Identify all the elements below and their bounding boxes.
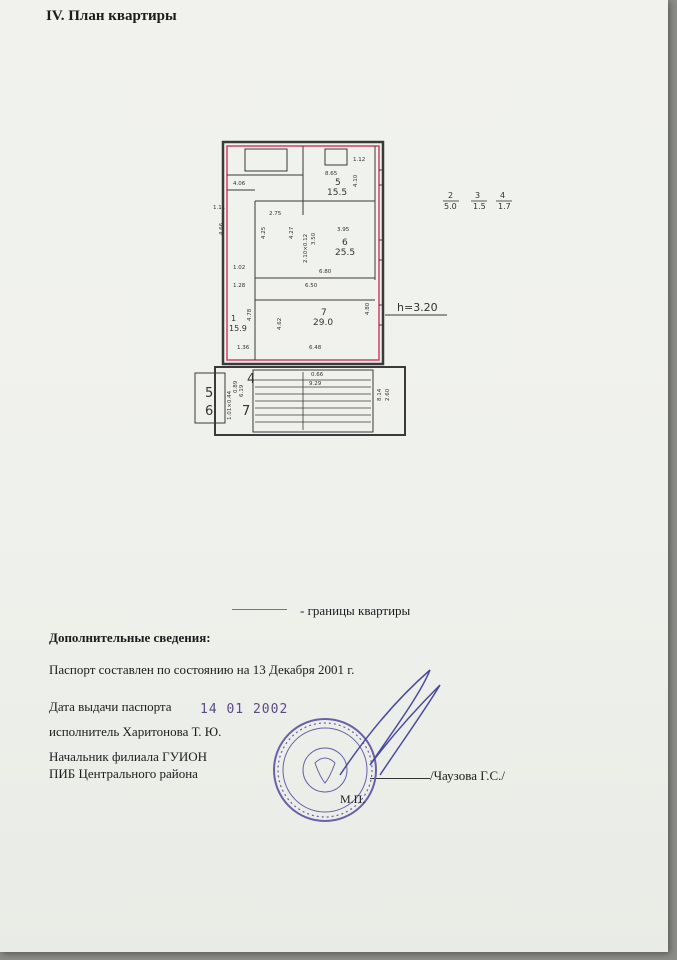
stair-label-7: 7 [242,404,251,419]
apartment-floor-plan [185,135,535,445]
stair-label-5: 5 [205,386,214,401]
dim: 4.66 [219,222,225,235]
boundary-legend-line [232,609,287,610]
dim: 6.48 [309,345,322,351]
dim: 2.60 [385,388,391,401]
chief-line-1: Начальник филиала ГУИОН [49,749,208,764]
section-title: IV. План квартиры [46,8,177,24]
dim: 6.50 [305,283,318,289]
dim: 4.80 [365,302,371,315]
dim: 8.65 [325,171,338,177]
fraction-denominator: 1.5 [473,202,486,211]
stair-label-4: 4 [247,372,256,387]
fraction-denominator: 1.7 [498,202,511,211]
dim: 1.28 [233,283,246,289]
dim: 4.27 [289,226,295,239]
dim: 4.06 [233,181,246,187]
room-6-area: 25.5 [335,248,356,258]
dim: 1.36 [237,345,250,351]
dim: 6.80 [319,269,332,275]
stair-label-6: 6 [205,404,214,419]
handwritten-signature-icon [330,665,450,805]
room-1-number: 1 [231,314,237,323]
dim: 0.66 [311,372,324,378]
dim: 4.10 [353,174,359,187]
stair-area: 9.29 [309,381,322,387]
room-1-area: 15.9 [229,324,247,333]
dim: 1.11 [213,205,226,211]
room-7-area: 29.0 [313,318,334,328]
dim: 3.50 [311,232,317,245]
dim: 4.78 [247,308,253,321]
dim: 6.19 [239,384,245,397]
fraction-numerator: 2 [448,191,454,200]
ceiling-height: h=3.20 [397,301,438,314]
boundary-legend-text: - границы квартиры [300,603,411,618]
seal-mark: М.П. [340,792,366,806]
dim: 2.75 [269,211,282,217]
dim: 4.25 [261,226,267,239]
room-5-area: 15.5 [327,188,348,198]
fraction-numerator: 3 [475,191,481,200]
issue-date-stamp: 14 01 2002 [200,702,289,717]
issue-date-label: Дата выдачи паспорта [49,699,172,714]
dim: 8.14 [377,388,383,401]
signatory-name: /Чаузова Г.С./ [430,768,506,783]
dim: 0.89 [233,380,239,393]
fraction-numerator: 4 [500,191,506,200]
fraction-denominator: 5.0 [444,202,457,211]
dim: 1.02 [233,265,246,271]
dim: 1.12 [353,157,366,163]
dim: 2.10×0.12 [303,233,309,263]
room-5-number: 5 [335,178,341,188]
dim: 1.01×0.44 [227,390,233,420]
room-6-number: 6 [342,238,348,248]
additional-info-heading: Дополнительные сведения: [49,630,211,645]
chief-line-2: ПИБ Центрального района [49,766,198,781]
dim: 3.95 [337,227,350,233]
executor-line: исполнитель Харитонова Т. Ю. [49,724,222,739]
passport-state-line: Паспорт составлен по состоянию на 13 Декабря 2001 г. [49,662,355,677]
dim: 4.62 [277,317,283,330]
room-7-number: 7 [321,308,327,318]
